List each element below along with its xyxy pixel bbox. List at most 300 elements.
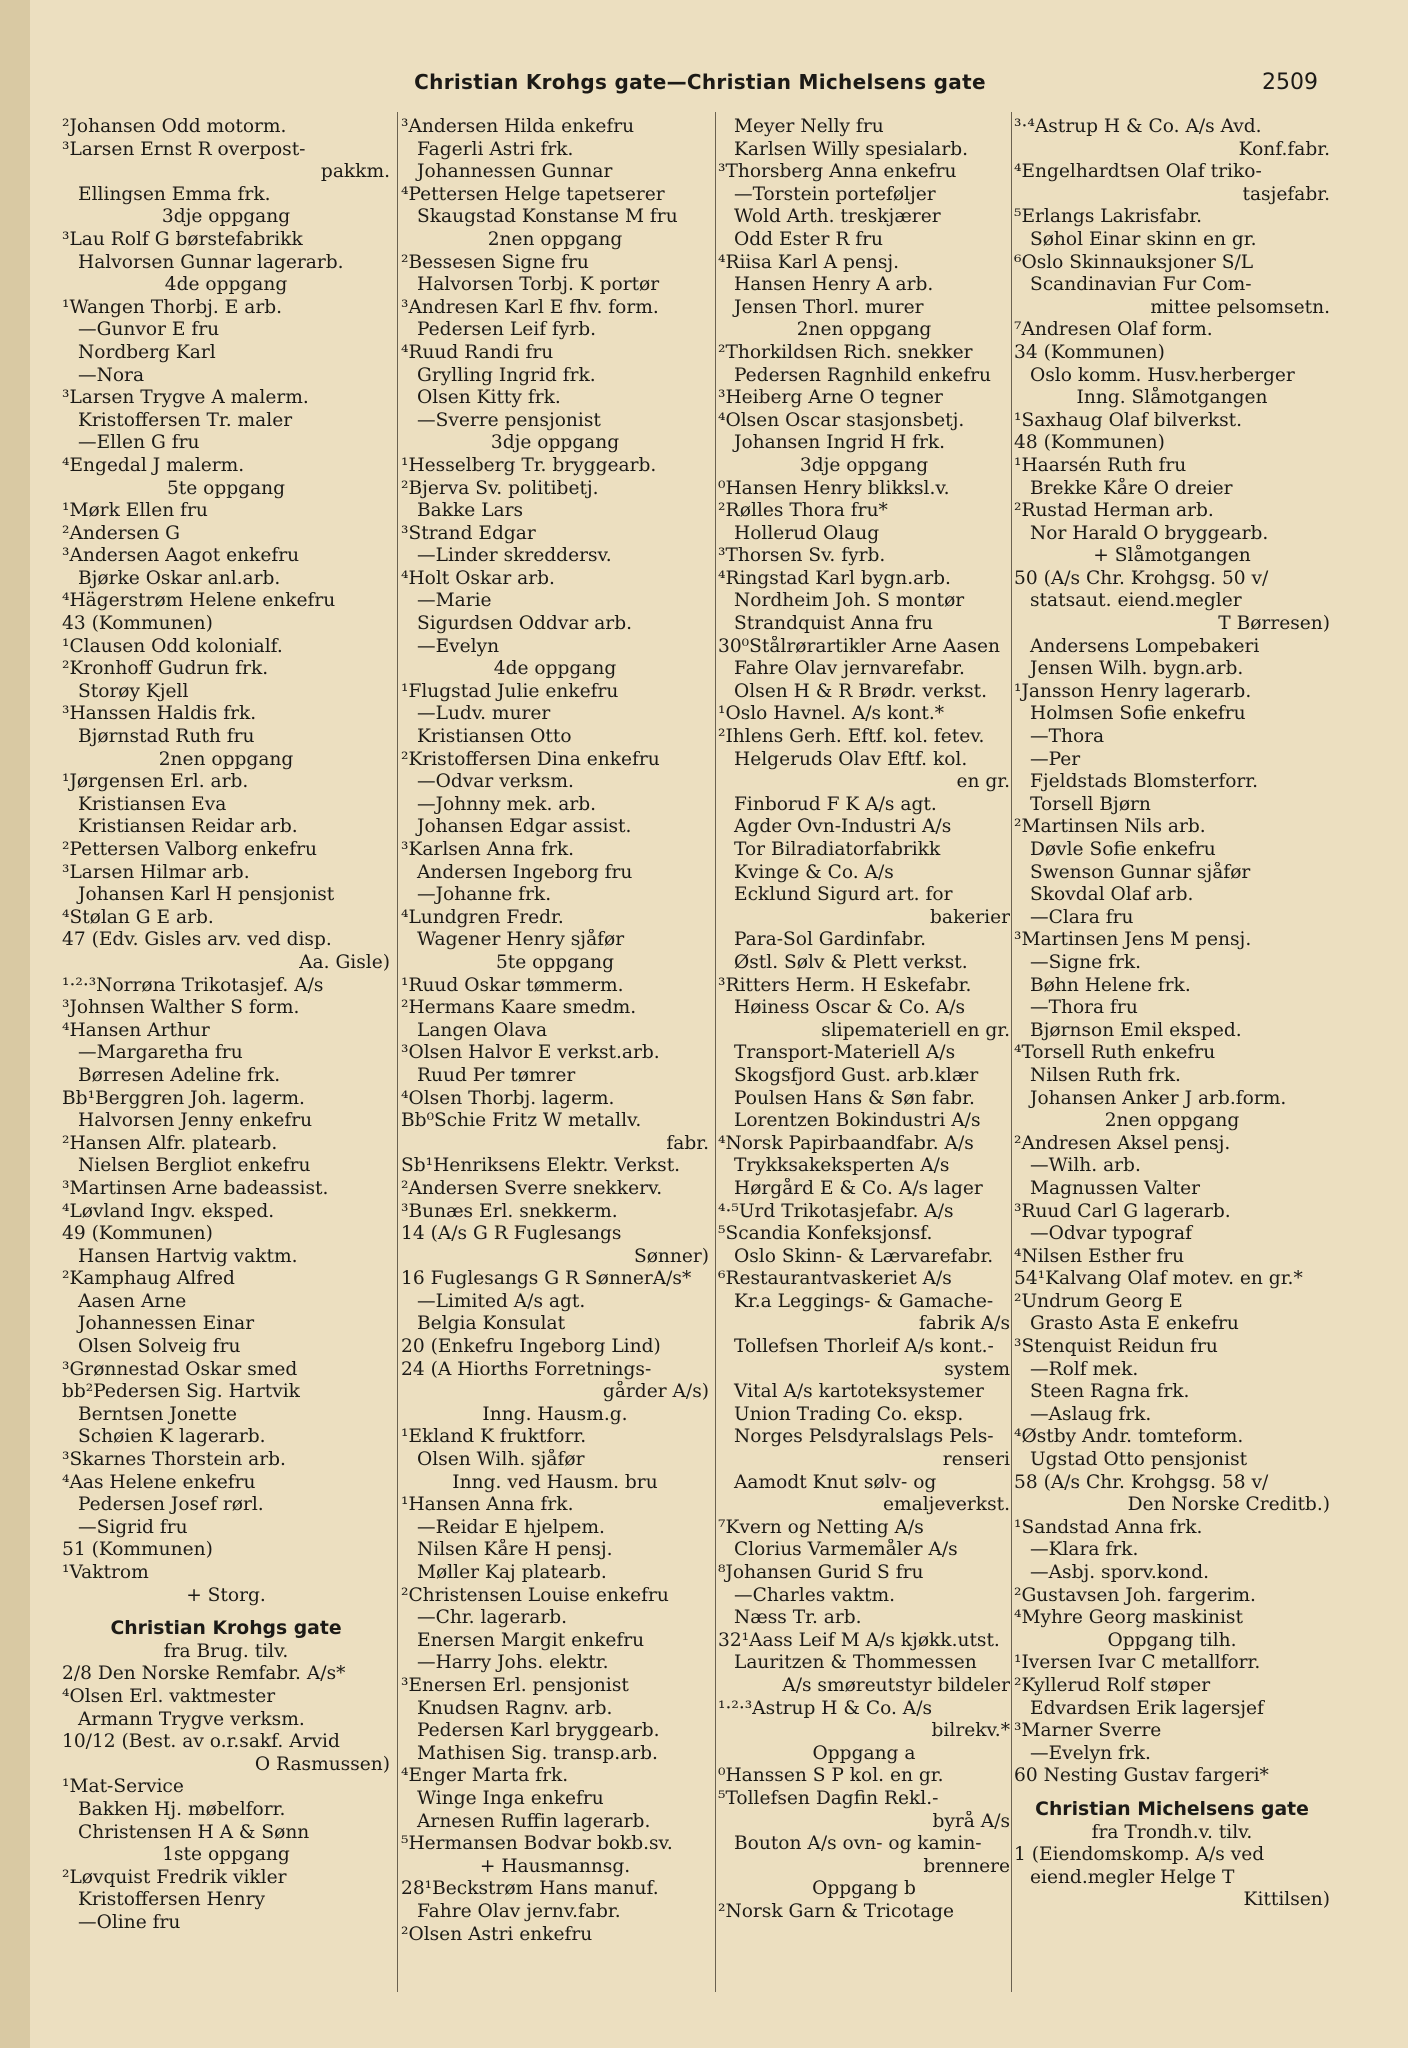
directory-line: A/s smøreutstyr bildeler bbox=[782, 1674, 1010, 1696]
directory-line: Inng. ved Hausm. bru bbox=[452, 1471, 658, 1493]
directory-line: ³Heiberg Arne O tegner bbox=[718, 387, 943, 409]
directory-line: en gr. bbox=[956, 771, 1010, 793]
directory-line: Ecklund Sigurd art. for bbox=[734, 884, 953, 906]
directory-line: —Wilh. arb. bbox=[1030, 1155, 1141, 1177]
directory-line: ³Ruud Carl G lagerarb. bbox=[1014, 1200, 1231, 1222]
directory-line: ²Løvquist Fredrik vikler bbox=[62, 1866, 287, 1888]
directory-line: Ugstad Otto pensjonist bbox=[1030, 1449, 1248, 1471]
directory-line: ¹Haarsén Ruth fru bbox=[1014, 454, 1187, 476]
directory-line: Bb¹Berggren Joh. lagerm. bbox=[62, 1087, 305, 1109]
directory-column-1 bbox=[62, 116, 390, 1935]
directory-line: pakkm. bbox=[320, 161, 390, 183]
directory-line: Skaugstad Konstanse M fru bbox=[417, 206, 678, 228]
directory-line: Grasto Asta E enkefru bbox=[1030, 1313, 1239, 1335]
directory-line: Helgeruds Olav Eftf. kol. bbox=[734, 748, 968, 770]
directory-line: ²Undrum Georg E bbox=[1014, 1290, 1183, 1312]
directory-line: Sigurdsen Oddvar arb. bbox=[417, 613, 633, 635]
directory-line: ³Martinsen Jens M pensj. bbox=[1014, 929, 1252, 951]
directory-line: ³Karlsen Anna frk. bbox=[401, 839, 575, 860]
directory-line: Olsen Solveig fru bbox=[78, 1336, 241, 1358]
directory-line: Sb¹Henriksens Elektr. Verkst. bbox=[401, 1155, 681, 1177]
directory-line: Armann Trygve verksm. bbox=[78, 1708, 305, 1730]
directory-line: Agder Ovn-Industri A/s bbox=[734, 816, 952, 838]
directory-line: Edvardsen Erik lagersjef bbox=[1030, 1697, 1264, 1719]
directory-line: tasjefabr. bbox=[1242, 183, 1330, 205]
directory-line: ¹Ruud Oskar tømmerm. bbox=[401, 974, 624, 996]
directory-line: ¹Oslo Havnel. A/s kont.* bbox=[718, 703, 945, 725]
directory-line: fra Trondh.v. tilv. bbox=[1091, 1821, 1253, 1843]
directory-line: Sønner) bbox=[633, 1245, 709, 1267]
directory-line: ³Enersen Erl. pensjonist bbox=[401, 1674, 629, 1696]
directory-line: —Linder skreddersv. bbox=[417, 545, 612, 567]
directory-line: —Aslaug frk. bbox=[1030, 1403, 1152, 1425]
directory-line: Poulsen Hans & Søn fabr. bbox=[734, 1087, 975, 1109]
directory-line: Oppgang b bbox=[812, 1878, 916, 1900]
directory-line: Karlsen Willy spesialarb. bbox=[734, 138, 969, 160]
directory-line: Pedersen Ragnhild enkefru bbox=[734, 364, 991, 386]
directory-line: T Børresen) bbox=[1218, 613, 1330, 635]
directory-line: ³·⁴Astrup H & Co. A/s Avd. bbox=[1014, 116, 1262, 137]
directory-line: Skovdal Olaf arb. bbox=[1030, 884, 1194, 906]
page-binding-edge bbox=[0, 0, 30, 2048]
directory-line: ⁰Hanssen S P kol. en gr. bbox=[718, 1765, 944, 1787]
directory-line: byrå A/s bbox=[932, 1810, 1010, 1832]
directory-line: ⁴Løvland Ingv. eksped. bbox=[62, 1200, 275, 1222]
directory-line: ⁵Hermansen Bodvar bokb.sv. bbox=[401, 1833, 673, 1855]
directory-line: ²Christensen Louise enkefru bbox=[401, 1584, 669, 1606]
directory-line: ¹Mat-Service bbox=[62, 1776, 184, 1798]
directory-line: Meyer Nelly fru bbox=[734, 116, 884, 137]
directory-line: ³Strand Edgar bbox=[401, 522, 536, 544]
directory-line: Hansen Henry A arb. bbox=[734, 274, 934, 296]
directory-line: mittee pelsomsetn. bbox=[1150, 296, 1330, 318]
directory-line: —Reidar E hjelpem. bbox=[417, 1516, 605, 1538]
directory-line: Nordberg Karl bbox=[78, 341, 216, 363]
directory-line: ³Johnsen Walther S form. bbox=[62, 997, 300, 1019]
directory-line: Døvle Sofie enkefru bbox=[1030, 839, 1216, 860]
directory-line: ⁵Tollefsen Dagfin Rekl.- bbox=[718, 1787, 939, 1809]
directory-line: ³Andersen Hilda enkefru bbox=[401, 116, 635, 137]
directory-line: Den Norske Creditb.) bbox=[1127, 1494, 1330, 1516]
directory-line: Hansen Hartvig vaktm. bbox=[78, 1245, 298, 1267]
directory-line: ³Skarnes Thorstein arb. bbox=[62, 1449, 286, 1471]
directory-line: ²Kronhoff Gudrun frk. bbox=[62, 658, 269, 680]
column-divider bbox=[397, 112, 398, 1992]
directory-line: Møller Kaj platearb. bbox=[417, 1562, 607, 1583]
directory-line: ²Rustad Herman arb. bbox=[1014, 500, 1214, 522]
directory-line: —Gunvor E fru bbox=[78, 319, 220, 341]
directory-line: Aamodt Knut sølv- og bbox=[734, 1471, 937, 1493]
directory-line: Inng. Slåmotgangen bbox=[1076, 387, 1268, 409]
directory-line: Johansen Karl H pensjonist bbox=[78, 884, 335, 906]
directory-line: —Odvar typograf bbox=[1030, 1223, 1192, 1245]
directory-line: ²Bessesen Signe fru bbox=[401, 251, 589, 273]
directory-line: ³Bunæs Erl. snekkerm. bbox=[401, 1200, 618, 1222]
directory-line: ⁴Olsen Thorbj. lagerm. bbox=[401, 1087, 615, 1109]
directory-line: —Odvar verksm. bbox=[417, 771, 574, 793]
directory-line: Enersen Margit enkefru bbox=[417, 1629, 645, 1651]
directory-line: Grylling Ingrid frk. bbox=[417, 364, 596, 386]
directory-line: 1ste oppgang bbox=[162, 1844, 290, 1866]
directory-line: ⁴·⁵Urd Trikotasjefabr. A/s bbox=[718, 1200, 954, 1222]
directory-line: Nilsen Kåre H pensj. bbox=[417, 1539, 613, 1561]
directory-line: gårder A/s) bbox=[602, 1381, 709, 1403]
directory-line: Torsell Bjørn bbox=[1030, 793, 1151, 815]
directory-line: ¹Wangen Thorbj. E arb. bbox=[62, 296, 283, 318]
directory-line: 51 (Kommunen) bbox=[62, 1539, 213, 1561]
directory-line: —Chr. lagerarb. bbox=[417, 1607, 568, 1629]
directory-line: Oppgang tilh. bbox=[1107, 1629, 1237, 1651]
directory-line: ²Hansen Alfr. platearb. bbox=[62, 1132, 278, 1154]
directory-line: Para-Sol Gardinfabr. bbox=[734, 929, 927, 951]
directory-line: Hørgård E & Co. A/s lager bbox=[734, 1177, 983, 1199]
directory-line: Berntsen Jonette bbox=[78, 1403, 238, 1425]
directory-line: Oslo komm. Husv.herberger bbox=[1030, 364, 1295, 386]
directory-line: Kvinge & Co. A/s bbox=[734, 861, 894, 883]
running-header: Christian Krohgs gate—Christian Michelsens gate bbox=[414, 70, 986, 94]
directory-line: Tor Bilradiatorfabrikk bbox=[734, 839, 941, 860]
directory-line: Bouton A/s ovn- og kamin- bbox=[734, 1833, 982, 1855]
directory-line: Fahre Olav jernvarefabr. bbox=[734, 658, 965, 680]
directory-line: Arnesen Ruffin lagerarb. bbox=[417, 1810, 651, 1832]
directory-line: ⁵Erlangs Lakrisfabr. bbox=[1014, 206, 1202, 228]
directory-line: 2nen oppgang bbox=[158, 748, 294, 770]
directory-line: 58 (A/s Chr. Krohgsg. 58 v/ bbox=[1014, 1471, 1269, 1493]
directory-line: + Hausmannsg. bbox=[479, 1855, 631, 1877]
directory-line: ¹Clausen Odd kolonialf. bbox=[62, 635, 283, 657]
directory-line: ³Andresen Karl E fhv. form. bbox=[401, 296, 659, 318]
directory-line: emaljeverkst. bbox=[882, 1494, 1010, 1516]
directory-line: ⁴Ruud Randi fru bbox=[401, 341, 554, 363]
directory-line: ²Martinsen Nils arb. bbox=[1014, 816, 1206, 838]
directory-line: 49 (Kommunen) bbox=[62, 1223, 213, 1245]
directory-line: —Per bbox=[1030, 748, 1081, 770]
directory-line: 1 (Eiendomskomp. A/s ved bbox=[1014, 1844, 1265, 1866]
directory-line: Strandquist Anna fru bbox=[734, 613, 933, 635]
directory-line: Børresen Adeline frk. bbox=[78, 1064, 281, 1086]
directory-line: ¹Saxhaug Olaf bilverkst. bbox=[1014, 409, 1243, 431]
directory-line: ⁴Olsen Erl. vaktmester bbox=[62, 1685, 276, 1707]
directory-line: ²Rølles Thora fru* bbox=[718, 500, 888, 522]
directory-line: ⁵Scandia Konfeksjonsf. bbox=[718, 1223, 933, 1245]
directory-line: ⁰Hansen Henry blikksl.v. bbox=[718, 477, 950, 499]
directory-line: Hollerud Olaug bbox=[734, 522, 880, 544]
directory-line: ⁴Riisa Karl A pensj. bbox=[718, 251, 900, 273]
directory-line: Olsen Kitty frk. bbox=[417, 387, 561, 409]
directory-line: 47 (Edv. Gisles arv. ved disp. bbox=[62, 929, 332, 951]
directory-line: ³Larsen Trygve A malerm. bbox=[62, 387, 309, 409]
directory-line: —Ellen G fru bbox=[78, 432, 200, 454]
directory-line: ³Olsen Halvor E verkst.arb. bbox=[401, 1042, 660, 1064]
directory-line: —Oline fru bbox=[78, 1911, 181, 1933]
directory-line: 14 (A/s G R Fuglesangs bbox=[401, 1223, 622, 1245]
directory-line: Bakke Lars bbox=[417, 500, 524, 522]
directory-line: ⁴Engelhardtsen Olaf triko- bbox=[1014, 161, 1262, 183]
directory-line: ³Grønnestad Oskar smed bbox=[62, 1358, 298, 1380]
directory-line: bakerier bbox=[930, 906, 1010, 928]
directory-line: ¹·²·³Astrup H & Co. A/s bbox=[718, 1697, 933, 1719]
directory-line: Nor Harald O bryggearb. bbox=[1030, 522, 1269, 544]
directory-line: Fagerli Astri frk. bbox=[417, 138, 574, 160]
directory-line: Holmsen Sofie enkefru bbox=[1030, 703, 1246, 725]
directory-line: Transport-Materiell A/s bbox=[734, 1042, 956, 1064]
directory-line: Wold Arth. treskjærer bbox=[734, 206, 941, 228]
directory-line: Andersens Lompebakeri bbox=[1030, 635, 1260, 657]
directory-line: renseri bbox=[942, 1449, 1010, 1471]
directory-line: —Ludv. murer bbox=[417, 703, 551, 725]
directory-line: Bøhn Helene frk. bbox=[1030, 974, 1191, 996]
directory-line: 2/8 Den Norske Remfabr. A/s* bbox=[62, 1663, 346, 1685]
directory-line: Høiness Oscar & Co. A/s bbox=[734, 997, 966, 1019]
directory-line: ⁴Myhre Georg maskinist bbox=[1014, 1607, 1243, 1629]
directory-line: 54¹Kalvang Olaf motev. en gr.* bbox=[1014, 1268, 1303, 1290]
directory-line: Jensen Wilh. bygn.arb. bbox=[1030, 658, 1244, 680]
directory-line: Wagener Henry sjåfør bbox=[417, 929, 625, 951]
directory-line: ²Kyllerud Rolf støper bbox=[1014, 1674, 1211, 1696]
directory-line: —Johanne frk. bbox=[417, 884, 552, 906]
directory-line: ³Andersen Aagot enkefru bbox=[62, 545, 300, 567]
directory-line: Aa. Gisle) bbox=[299, 951, 390, 973]
directory-line: ⁴Norsk Papirbaandfabr. A/s bbox=[718, 1132, 974, 1154]
directory-line: ²Andersen Sverre snekkerv. bbox=[401, 1177, 663, 1199]
directory-line: Clorius Varmemåler A/s bbox=[734, 1539, 958, 1561]
directory-line: —Johnny mek. arb. bbox=[417, 793, 597, 815]
directory-line: 34 (Kommunen) bbox=[1014, 341, 1165, 363]
directory-line: —Marie bbox=[417, 590, 492, 612]
directory-line: Norges Pelsdyralslags Pels- bbox=[734, 1426, 994, 1448]
directory-line: Kristiansen Otto bbox=[417, 726, 572, 748]
directory-line: ²Thorkildsen Rich. snekker bbox=[718, 341, 973, 363]
directory-line: ⁶Oslo Skinnauksjoner S/L bbox=[1014, 251, 1254, 273]
directory-line: ³Martinsen Arne badeassist. bbox=[62, 1177, 329, 1199]
directory-line: + Storg. bbox=[186, 1584, 266, 1606]
column-divider bbox=[1011, 112, 1012, 1992]
directory-line: Finborud F K A/s agt. bbox=[734, 793, 937, 815]
directory-line: ⁴Ringstad Karl bygn.arb. bbox=[718, 567, 951, 589]
directory-column-4 bbox=[1014, 116, 1330, 1912]
directory-line: ¹Sandstad Anna frk. bbox=[1014, 1516, 1203, 1538]
directory-line: ²Hermans Kaare smedm. bbox=[401, 997, 637, 1019]
directory-line: Halvorsen Gunnar lagerarb. bbox=[78, 251, 344, 273]
directory-line: ⁴Østby Andr. tomteform. bbox=[1014, 1426, 1244, 1448]
directory-line: 10/12 (Best. av o.r.sakf. Arvid bbox=[62, 1731, 340, 1753]
street-heading: Christian Michelsens gate bbox=[1035, 1798, 1309, 1820]
directory-line: —Klara frk. bbox=[1030, 1539, 1139, 1561]
directory-line: ⁶Restaurantvaskeriet A/s bbox=[718, 1268, 952, 1290]
directory-line: Union Trading Co. eksp. bbox=[734, 1403, 964, 1425]
directory-line: Bjørnson Emil eksped. bbox=[1030, 1019, 1242, 1041]
directory-line: 4de oppgang bbox=[493, 658, 617, 680]
directory-line: —Nora bbox=[78, 364, 145, 386]
directory-line: Oslo Skinn- & Lærvarefabr. bbox=[734, 1245, 994, 1267]
directory-line: Olsen H & R Brødr. verkst. bbox=[734, 680, 988, 702]
directory-line: 5te oppgang bbox=[495, 951, 615, 973]
directory-line: ²Gustavsen Joh. fargerim. bbox=[1014, 1584, 1256, 1606]
directory-line: Inng. Hausm.g. bbox=[482, 1403, 628, 1425]
directory-line: Winge Inga enkefru bbox=[417, 1787, 604, 1809]
directory-line: ⁷Kvern og Netting A/s bbox=[718, 1516, 924, 1538]
directory-line: Knudsen Ragnv. arb. bbox=[417, 1697, 613, 1719]
directory-line: Johansen Ingrid H frk. bbox=[734, 432, 946, 454]
directory-line: fabrik A/s bbox=[918, 1313, 1010, 1335]
directory-line: ⁴Torsell Ruth enkefru bbox=[1014, 1042, 1216, 1064]
directory-line: Kr.a Leggings- & Gamache- bbox=[734, 1290, 994, 1312]
directory-line: ⁴Enger Marta frk. bbox=[401, 1765, 569, 1787]
directory-line: Lauritzen & Thommessen bbox=[734, 1652, 977, 1674]
directory-line: —Clara fru bbox=[1030, 906, 1134, 928]
directory-line: Fahre Olav jernv.fabr. bbox=[417, 1900, 621, 1922]
directory-line: Kristoffersen Henry bbox=[78, 1889, 266, 1911]
directory-line: Pedersen Josef rørl. bbox=[78, 1494, 264, 1516]
spacer bbox=[62, 1607, 390, 1618]
directory-line: ²Kamphaug Alfred bbox=[62, 1268, 235, 1290]
directory-line: ³Hanssen Haldis frk. bbox=[62, 703, 257, 725]
directory-line: Nielsen Bergliot enkefru bbox=[78, 1155, 311, 1177]
directory-line: —Thora bbox=[1030, 726, 1105, 748]
directory-line: —Thora fru bbox=[1030, 997, 1138, 1019]
directory-line: Johannessen Einar bbox=[78, 1313, 255, 1335]
directory-line: Trykksakeksperten A/s bbox=[734, 1155, 950, 1177]
directory-line: Skogsfjord Gust. arb.klær bbox=[734, 1064, 979, 1086]
directory-line: Ellingsen Emma frk. bbox=[78, 183, 271, 205]
directory-line: 30⁰Stålrørartikler Arne Aasen bbox=[718, 635, 1000, 657]
directory-line: ⁷Andresen Olaf form. bbox=[1014, 319, 1213, 341]
directory-line: ²Johansen Odd motorm. bbox=[62, 116, 287, 137]
directory-line: ⁴Holt Oskar arb. bbox=[401, 567, 555, 589]
directory-line: 4de oppgang bbox=[164, 274, 288, 296]
directory-line: Brekke Kåre O dreier bbox=[1030, 477, 1233, 499]
directory-line: —Margaretha fru bbox=[78, 1042, 243, 1064]
directory-line: —Limited A/s agt. bbox=[417, 1290, 586, 1312]
directory-line: Kristoffersen Tr. maler bbox=[78, 409, 293, 431]
spacer bbox=[1014, 1788, 1330, 1799]
directory-line: Nordheim Joh. S montør bbox=[734, 590, 965, 612]
directory-line: ²Andersen G bbox=[62, 522, 180, 544]
directory-line: ¹Vaktrom bbox=[62, 1562, 149, 1583]
directory-line: ²Norsk Garn & Tricotage bbox=[718, 1900, 955, 1922]
directory-line: ⁴Aas Helene enkefru bbox=[62, 1471, 256, 1493]
directory-line: —Charles vaktm. bbox=[734, 1584, 896, 1606]
directory-line: ¹Jansson Henry lagerarb. bbox=[1014, 680, 1252, 702]
directory-line: ⁴Stølan G E arb. bbox=[62, 906, 214, 928]
directory-line: fabr. bbox=[666, 1132, 709, 1154]
directory-line: ³Larsen Ernst R overpost- bbox=[62, 138, 306, 160]
directory-line: ²Bjerva Sv. politibetj. bbox=[401, 477, 599, 499]
directory-line: ³Lau Rolf G børstefabrikk bbox=[62, 228, 303, 250]
directory-line: Halvorsen Jenny enkefru bbox=[78, 1110, 313, 1132]
directory-line: ²Kristoffersen Dina enkefru bbox=[401, 748, 660, 770]
directory-line: Tollefsen Thorleif A/s kont.- bbox=[734, 1336, 994, 1358]
directory-line: Østl. Sølv & Plett verkst. bbox=[734, 951, 968, 973]
directory-line: Konf.fabr. bbox=[1238, 138, 1330, 160]
directory-line: —Evelyn bbox=[417, 635, 500, 657]
directory-line: ¹Jørgensen Erl. arb. bbox=[62, 771, 249, 793]
directory-line: bb²Pedersen Sig. Hartvik bbox=[62, 1381, 300, 1403]
directory-line: Bakken Hj. møbelforr. bbox=[78, 1798, 286, 1820]
directory-line: ³Stenquist Reidun fru bbox=[1014, 1336, 1218, 1358]
directory-line: ⁴Engedal J malerm. bbox=[62, 454, 245, 476]
directory-line: ³Ritters Herm. H Eskefabr. bbox=[718, 974, 972, 996]
directory-line: —Sverre pensjonist bbox=[417, 409, 601, 431]
directory-line: ³Marner Sverre bbox=[1014, 1720, 1162, 1742]
column-divider bbox=[715, 112, 716, 1992]
directory-line: bilrekv.* bbox=[931, 1720, 1010, 1742]
directory-line: Kristiansen Eva bbox=[78, 793, 227, 815]
directory-line: ¹·²·³Norrøna Trikotasjef. A/s bbox=[62, 974, 324, 996]
directory-line: ¹Hesselberg Tr. bryggearb. bbox=[401, 454, 657, 476]
directory-line: Scandinavian Fur Com- bbox=[1030, 274, 1252, 296]
directory-line: 43 (Kommunen) bbox=[62, 613, 213, 635]
directory-line: 2nen oppgang bbox=[487, 228, 623, 250]
directory-line: ⁴Pettersen Helge tapetserer bbox=[401, 183, 665, 205]
directory-line: 3dje oppgang bbox=[799, 454, 929, 476]
directory-line: Swenson Gunnar sjåfør bbox=[1030, 861, 1251, 883]
directory-line: statsaut. eiend.megler bbox=[1030, 590, 1242, 612]
directory-line: ³Thorsberg Anna enkefru bbox=[718, 161, 957, 183]
directory-line: Nilsen Ruth frk. bbox=[1030, 1064, 1181, 1086]
directory-line: Johansen Anker J arb.form. bbox=[1030, 1087, 1287, 1109]
directory-line: Odd Ester R fru bbox=[734, 228, 884, 250]
directory-line: Jensen Thorl. murer bbox=[734, 296, 924, 318]
directory-line: ³Thorsen Sv. fyrb. bbox=[718, 545, 886, 567]
directory-line: Christensen H A & Sønn bbox=[78, 1821, 310, 1843]
directory-line: —Asbj. sporv.kond. bbox=[1030, 1562, 1210, 1583]
directory-line: Kristiansen Reidar arb. bbox=[78, 816, 298, 838]
directory-line: 16 Fuglesangs G R SønnerA/s* bbox=[401, 1268, 692, 1290]
directory-line: ³Larsen Hilmar arb. bbox=[62, 861, 250, 883]
directory-line: 48 (Kommunen) bbox=[1014, 432, 1165, 454]
directory-line: —Rolf mek. bbox=[1030, 1358, 1139, 1380]
directory-line: —Harry Johs. elektr. bbox=[417, 1652, 609, 1674]
directory-line: brennere bbox=[923, 1855, 1010, 1877]
directory-line: 24 (A Hiorths Forretnings- bbox=[401, 1358, 652, 1380]
directory-line: ²Andresen Aksel pensj. bbox=[1014, 1132, 1231, 1154]
directory-line: —Signe frk. bbox=[1030, 951, 1142, 973]
directory-line: Aasen Arne bbox=[78, 1290, 187, 1312]
directory-line: + Slåmotgangen bbox=[1093, 545, 1251, 567]
directory-line: Belgia Konsulat bbox=[417, 1313, 566, 1335]
directory-line: 3dje oppgang bbox=[161, 206, 291, 228]
directory-line: Pedersen Leif fyrb. bbox=[417, 319, 597, 341]
directory-line: 5te oppgang bbox=[166, 477, 286, 499]
directory-line: Olsen Wilh. sjåfør bbox=[417, 1449, 585, 1471]
directory-line: Mathisen Sig. transp.arb. bbox=[417, 1742, 658, 1764]
directory-line: —Sigrid fru bbox=[78, 1516, 188, 1538]
directory-line: Johannessen Gunnar bbox=[417, 161, 613, 183]
directory-line: Pedersen Karl bryggearb. bbox=[417, 1720, 660, 1742]
directory-line: Langen Olava bbox=[417, 1019, 548, 1041]
directory-line: ⁴Lundgren Fredr. bbox=[401, 906, 564, 928]
directory-line: Andersen Ingeborg fru bbox=[417, 861, 633, 883]
directory-line: ⁴Hansen Arthur bbox=[62, 1019, 210, 1041]
directory-line: —Evelyn frk. bbox=[1030, 1742, 1151, 1764]
directory-line: Ruud Per tømrer bbox=[417, 1064, 576, 1086]
directory-line: eiend.megler Helge T bbox=[1030, 1866, 1235, 1888]
street-heading: Christian Krohgs gate bbox=[110, 1618, 342, 1640]
directory-line: 20 (Enkefru Ingeborg Lind) bbox=[401, 1336, 661, 1358]
directory-line: ⁴Olsen Oscar stasjonsbetj. bbox=[718, 409, 965, 431]
directory-line: ²Olsen Astri enkefru bbox=[401, 1923, 593, 1945]
directory-line: Søhol Einar skinn en gr. bbox=[1030, 228, 1257, 250]
directory-line: ¹Mørk Ellen fru bbox=[62, 500, 208, 522]
directory-line: slipemateriell en gr. bbox=[821, 1019, 1010, 1041]
directory-line: 60 Nesting Gustav fargeri* bbox=[1014, 1765, 1269, 1787]
directory-line: ¹Hansen Anna frk. bbox=[401, 1494, 574, 1516]
directory-line: ²Ihlens Gerh. Eftf. kol. fetev. bbox=[718, 726, 985, 748]
directory-line: Bjørnstad Ruth fru bbox=[78, 726, 255, 748]
directory-line: ¹Flugstad Julie enkefru bbox=[401, 680, 619, 702]
directory-line: Halvorsen Torbj. K portør bbox=[417, 274, 660, 296]
